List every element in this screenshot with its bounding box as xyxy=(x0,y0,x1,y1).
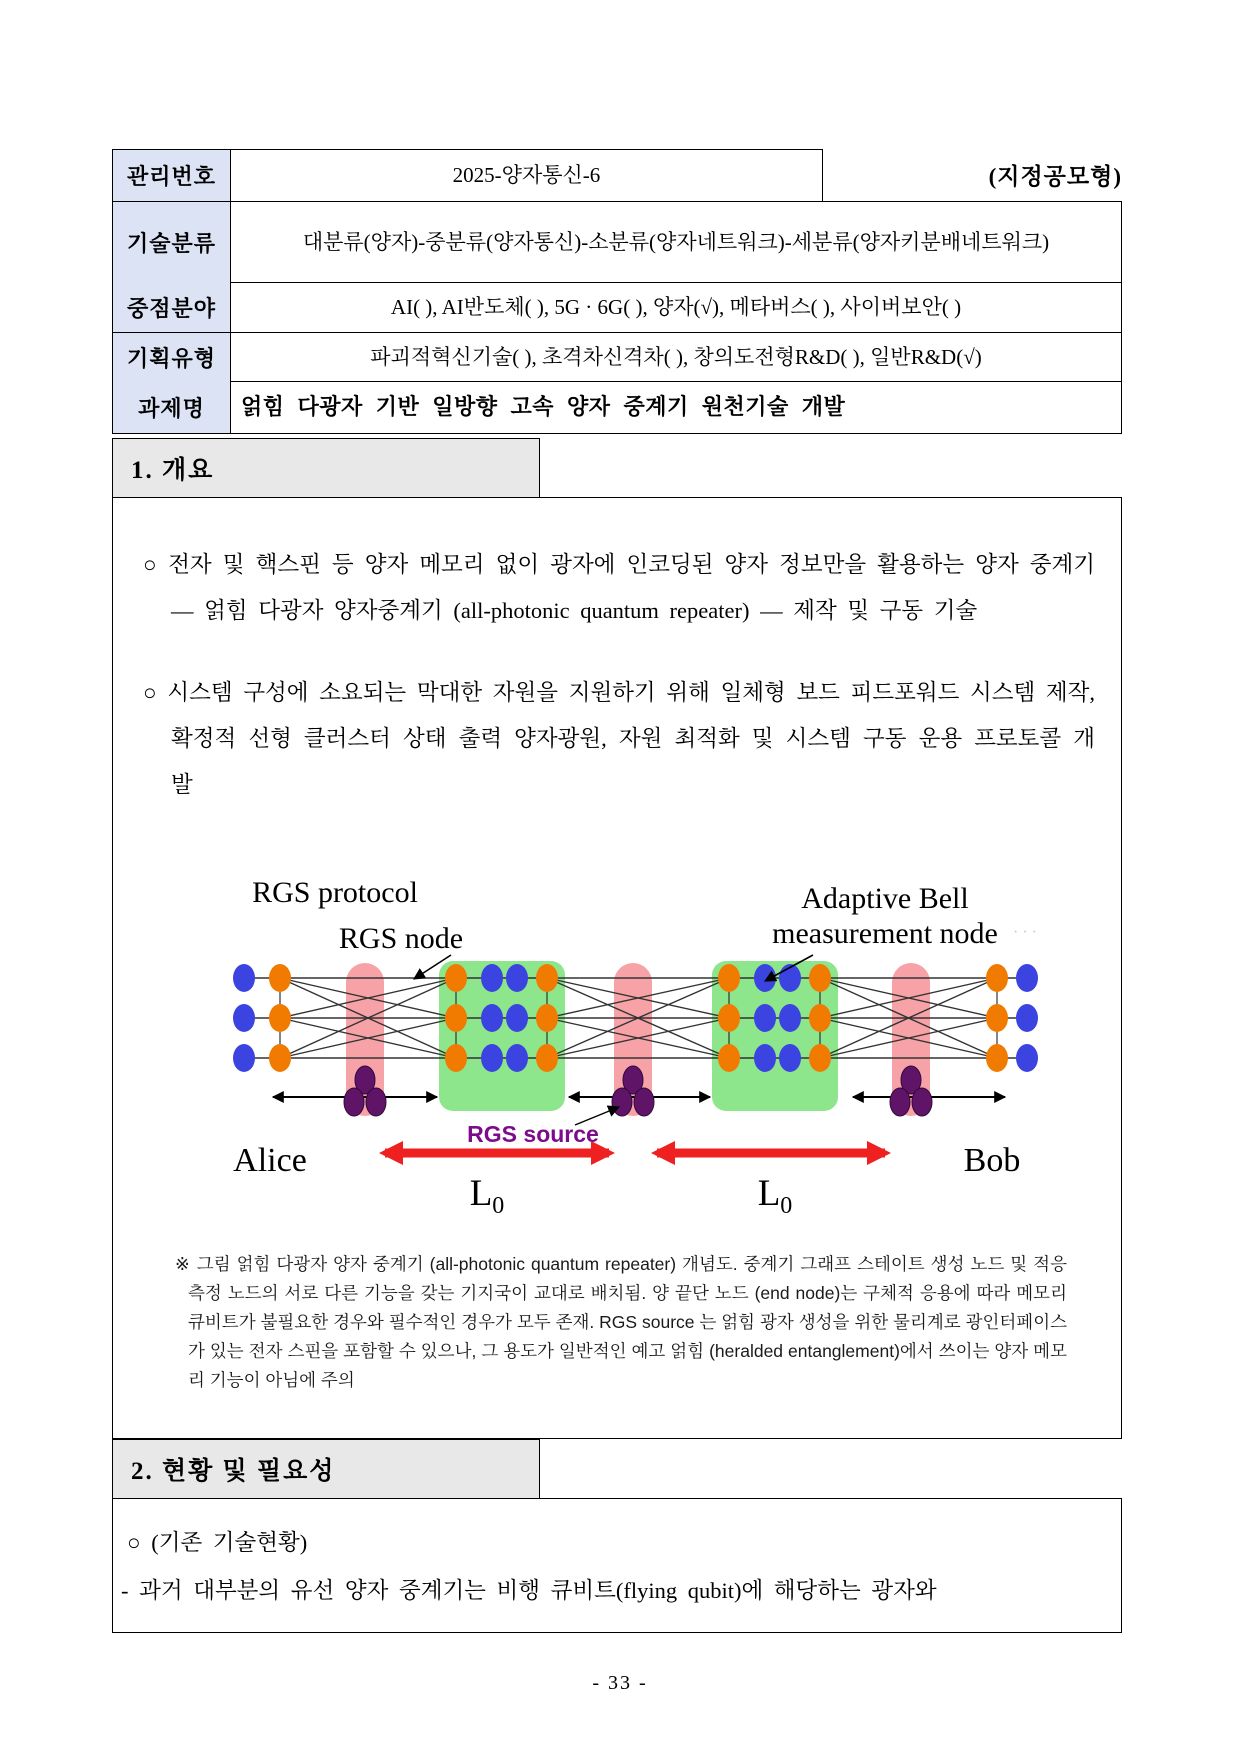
section-1-title: 1. 개요 xyxy=(131,457,215,484)
photon-node-orange xyxy=(536,964,558,992)
photon-node-blue xyxy=(481,1044,503,1072)
table-row xyxy=(112,332,1122,383)
label-rgs-node: RGS node xyxy=(338,921,464,955)
label-rgs-protocol: RGS protocol xyxy=(252,875,418,909)
table-row xyxy=(112,381,1122,434)
photon-node-blue xyxy=(1016,1004,1038,1032)
label-adaptive-bell-line2: measurement node xyxy=(772,916,998,950)
photon-node-orange xyxy=(536,1044,558,1072)
label-l0-left: $L_0$ xyxy=(469,1172,505,1219)
rgs-source-cluster xyxy=(344,1088,364,1116)
photon-node-orange xyxy=(269,964,291,992)
photon-node-orange xyxy=(986,1044,1008,1072)
label-l0-right: $L_0$ xyxy=(757,1172,793,1219)
rgs-source-cluster xyxy=(612,1088,632,1116)
photon-node-blue xyxy=(754,1004,776,1032)
row-value: 파괴적혁신기술( ), 초격차신격차( ), 창의도전형R&D( ), 일반R&D(√) xyxy=(370,344,982,369)
label-alice: Alice xyxy=(233,1141,307,1179)
photon-node-blue xyxy=(1016,1044,1038,1072)
table-row xyxy=(112,149,823,202)
photon-node-orange xyxy=(718,1044,740,1072)
bullet-1 xyxy=(113,542,1121,634)
photon-node-blue xyxy=(233,964,255,992)
photon-node-blue xyxy=(779,1044,801,1072)
row-label: 중점분야 xyxy=(113,283,231,332)
photon-node-blue xyxy=(754,964,776,992)
photon-node-orange xyxy=(809,1004,831,1032)
photon-node-blue xyxy=(506,1004,528,1032)
photon-node-orange xyxy=(809,1044,831,1072)
graph-state-network xyxy=(233,961,1038,1116)
bullet-1-text: 전자 및 핵스핀 등 양자 메모리 없이 광자에 인코딩된 양자 정보만을 활용하는 양자 중계기 — 얽힘 다광자 양자중계기 (all-photonic quantum repeater) — 제작 및 구동 기술 xyxy=(168,551,1096,623)
photon-node-orange xyxy=(986,1004,1008,1032)
row-value: AI( ), AI반도체( ), 5G · 6G( ), 양자(√), 메타버스( ), 사이버보안( ) xyxy=(390,295,962,320)
photon-node-orange xyxy=(445,964,467,992)
photon-node-orange xyxy=(445,1044,467,1072)
photon-node-orange xyxy=(536,1004,558,1032)
figure-quantum-repeater-diagram xyxy=(113,771,1123,1241)
bullet-2-text: 시스템 구성에 소요되는 막대한 자원을 지원하기 위해 일체형 보드 피드포워드 시스템 제작, 확정적 선형 클러스터 상태 출력 양자광원, 자원 최적화 및 시스템 구동 운용 프로토콜 개발 xyxy=(167,679,1096,797)
photon-node-blue xyxy=(1016,964,1038,992)
bullet-marker: ○ xyxy=(143,551,158,577)
photon-node-blue xyxy=(506,964,528,992)
table-row xyxy=(112,201,1122,284)
photon-node-blue xyxy=(481,1004,503,1032)
label-adaptive-bell-line1: Adaptive Bell xyxy=(801,881,969,915)
photon-node-orange xyxy=(445,1004,467,1032)
row-label: 관리번호 xyxy=(113,150,231,201)
row-value: 대분류(양자)-중분류(양자통신)-소분류(양자네트워크)-세분류(양자키분배네트워크) xyxy=(302,229,1050,254)
rgs-source-cluster xyxy=(890,1088,910,1116)
section-2-body xyxy=(112,1498,1122,1633)
row-label: 과제명 xyxy=(113,382,231,433)
photon-node-orange xyxy=(718,964,740,992)
photon-node-blue xyxy=(481,964,503,992)
figure-caption: ※ 그림 얽힘 다광자 양자 중계기 (all-photonic quantum repeater) 개념도. 중계기 그래프 스테이트 생성 노드 및 적응 측정 노드의 서로 다른 기능을 갖는 기지국이 교대로 배치됨. 양 끝단 노드 (end node)는 구체적 응용에 따라 메모리 큐비트가 불필요한 경우와 필수적인 경우가 모두 존재. RGS source 는 얽힘 광자 생성을 위한 물리계로 광인터페이스가 있는 전자 스핀을 포함할 수 있으나, 그 용도가 일반적인 예고 얽힘 (heralded entanglement)에서 쓰이는 양자 메모리 기능이 아님에 주의 xyxy=(175,1253,1067,1390)
row-label: 기술분류 xyxy=(113,202,231,283)
rgs-source-cluster xyxy=(912,1088,932,1116)
label-rgs-source: RGS source xyxy=(467,1120,599,1147)
rgs-source-cluster xyxy=(366,1088,386,1116)
section-2-title: 2. 현황 및 필요성 xyxy=(131,1458,336,1485)
faint-dots: · · · xyxy=(1013,923,1037,941)
photon-node-orange xyxy=(269,1004,291,1032)
photon-node-blue xyxy=(754,1044,776,1072)
row-value: 2025-양자통신-6 xyxy=(452,163,601,188)
photon-node-blue xyxy=(233,1044,255,1072)
photon-node-blue xyxy=(233,1004,255,1032)
status-text: - 과거 대부분의 유선 양자 중계기는 비행 큐비트(flying qubit)에 해당하는 광자와 xyxy=(121,1577,937,1603)
label-bob: Bob xyxy=(963,1141,1021,1179)
section-2-header xyxy=(112,1439,540,1499)
photon-node-blue xyxy=(779,1004,801,1032)
rgs-source-cluster xyxy=(634,1088,654,1116)
photon-node-orange xyxy=(718,1004,740,1032)
bullet-marker: ○ xyxy=(143,679,157,705)
section-1-header xyxy=(112,438,540,498)
photon-node-orange xyxy=(809,964,831,992)
project-title: 얽힘 다광자 기반 일방향 고속 양자 중계기 원천기술 개발 xyxy=(241,394,846,420)
top-right-label: (지정공모형) xyxy=(988,164,1122,189)
page-number: - 33 - xyxy=(592,1672,648,1694)
photon-node-orange xyxy=(986,964,1008,992)
status-heading: ○ (기존 기술현황) xyxy=(127,1529,308,1555)
photon-node-blue xyxy=(506,1044,528,1072)
table-row xyxy=(112,282,1122,333)
row-label: 기획유형 xyxy=(113,333,231,382)
header-table xyxy=(112,151,1122,434)
section-1-body xyxy=(112,497,1122,1439)
photon-node-orange xyxy=(269,1044,291,1072)
